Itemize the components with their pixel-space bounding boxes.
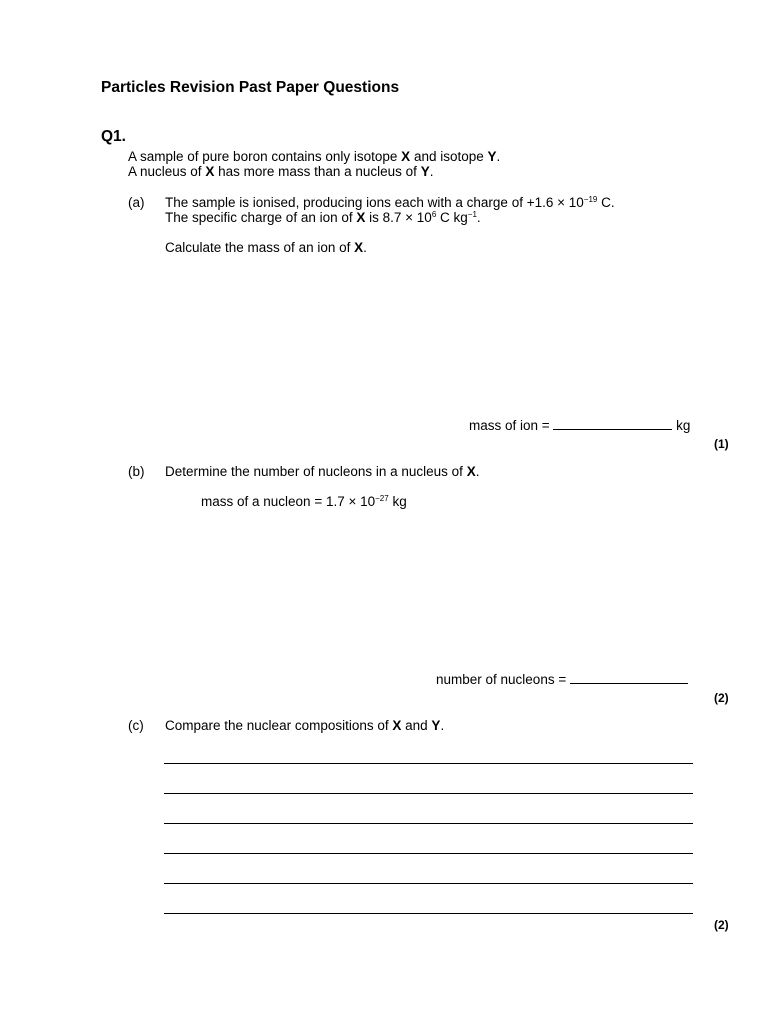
page-title: Particles Revision Past Paper Questions (101, 79, 400, 96)
part-a-answer: mass of ion = kg (469, 418, 691, 433)
intro-line-1: A sample of pure boron contains only isotope X and isotope Y. (128, 149, 501, 164)
number-of-nucleons-answer-field[interactable] (570, 671, 688, 684)
part-b-data: mass of a nucleon = $1.7 \times 10^{-27}$ kg (201, 494, 407, 509)
mass-of-ion-answer-field[interactable] (553, 417, 672, 430)
part-a-instruction: Calculate the mass of an ion of X. (165, 240, 367, 255)
part-c-answer-line[interactable] (164, 883, 693, 884)
part-c-label: (c) (128, 718, 144, 733)
part-c-text: Compare the nuclear compositions of X and Y. (165, 718, 445, 733)
part-c-answer-line[interactable] (164, 913, 693, 914)
intro-line-2: A nucleus of X has more mass than a nucleus of Y. (128, 164, 434, 179)
part-b-marks: (2) (714, 691, 729, 705)
part-a-line-1: The sample is ionised, producing ions each with a charge of $+1.6 \times 10^{-19}$ C. (165, 195, 615, 210)
part-b-text: Determine the number of nucleons in a nucleus of X. (165, 464, 480, 479)
part-c-answer-line[interactable] (164, 763, 693, 764)
part-a-line-2: The specific charge of an ion of X is $8.7 \times 10^6$ C $kg^{-1}$. (165, 210, 481, 225)
part-c-answer-line[interactable] (164, 823, 693, 824)
part-a-marks: (1) (714, 437, 729, 451)
part-c-marks: (2) (714, 918, 729, 932)
part-b-answer: number of nucleons = (436, 671, 688, 688)
part-b-label: (b) (128, 464, 145, 479)
question-number: Q1. (101, 128, 126, 145)
part-c-answer-line[interactable] (164, 793, 693, 794)
part-a-label: (a) (128, 195, 145, 210)
part-c-answer-line[interactable] (164, 853, 693, 854)
